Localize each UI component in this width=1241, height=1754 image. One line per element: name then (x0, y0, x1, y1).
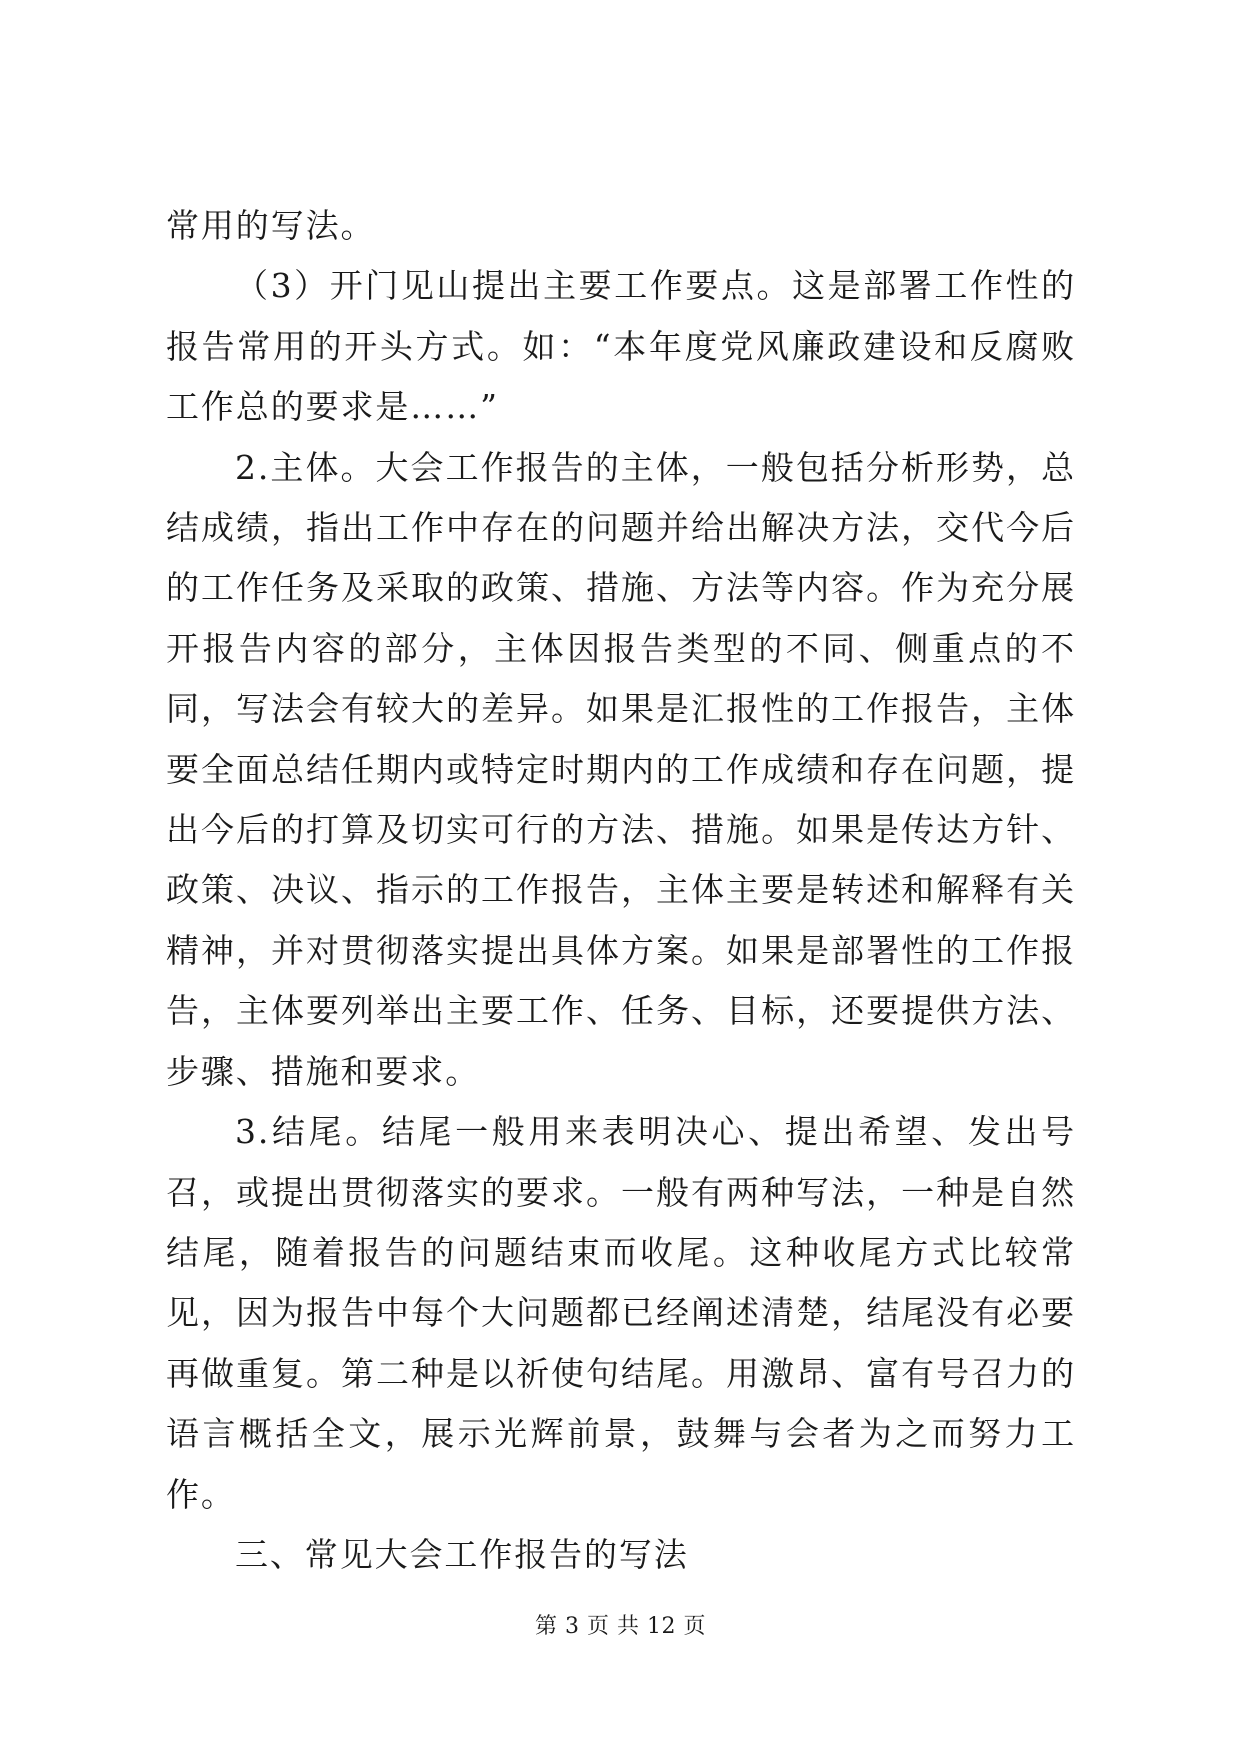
paragraph-opening-point-3: （3）开门见山提出主要工作要点。这是部署工作性的报告常用的开头方式。如：“本年度党风廉政建设和反腐败工作总的要求是……” (166, 266, 1076, 427)
paragraph-continuation: 常用的写法。 (166, 206, 376, 245)
section-heading: 三、常见大会工作报告的写法 (235, 1534, 689, 1574)
page-number-footer: 第 3 页 共 12 页 (535, 1614, 706, 1639)
paragraph-body-section: 2.主体。大会工作报告的主体，一般包括分析形势，总结成绩，指出工作中存在的问题并给出解决方法，交代今后的工作任务及采取的政策、措施、方法等内容。作为充分展开报告内容的部分，主体因报告类型的不同、侧重点的不同，写法会有较大的差异。如果是汇报性的工作报告，主体要全面总结任期内或特定时期内的工作成绩和存在问题，提出今后的打算及切实可行的方法、措施。如果是传达方针、政策、决议、指示的工作报告，主体主要是转述和解释有关精神，并对贯彻落实提出具体方案。如果是部署性的工作报告，主体要列举出主要工作、任务、目标，还要提供方法、步骤、措施和要求。 (166, 447, 1076, 1091)
body-text (166, 196, 1076, 1585)
paragraph-ending-section: 3.结尾。结尾一般用来表明决心、提出希望、发出号召，或提出贯彻落实的要求。一般有两种写法，一种是自然结尾，随着报告的问题结束而收尾。这种收尾方式比较常见，因为报告中每个大问题都已经阐述清楚，结尾没有必要再做重复。第二种是以祈使句结尾。用激昂、富有号召力的语言概括全文，展示光辉前景，鼓舞与会者为之而努力工作。 (166, 1112, 1076, 1514)
